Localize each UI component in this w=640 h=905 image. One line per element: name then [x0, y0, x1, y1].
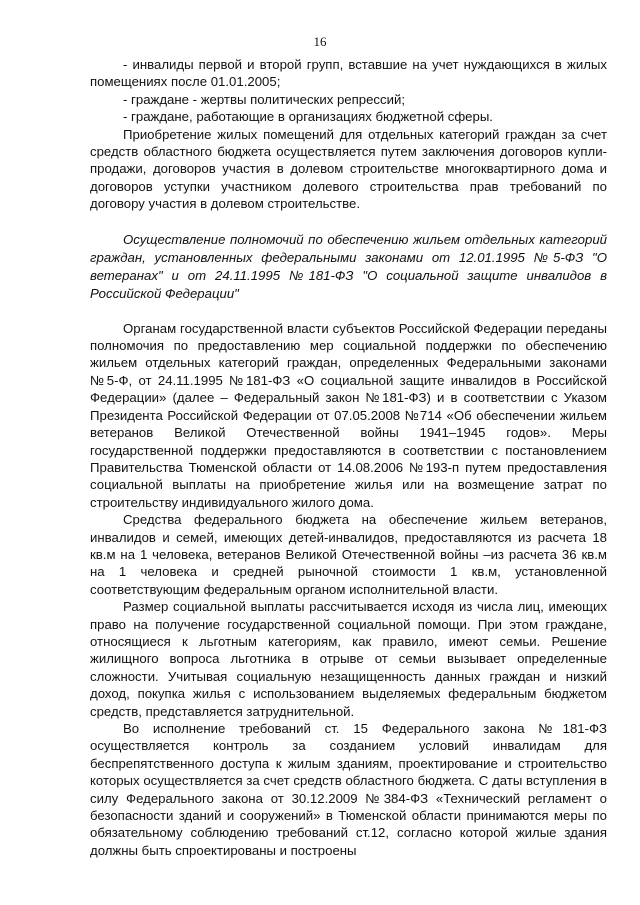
list-item: - граждане - жертвы политических репрессий;	[123, 91, 406, 107]
list-item: - инвалиды первой и второй групп, вставшие на учет нуждающихся в жилых помещениях после 01.01.2005;	[90, 57, 607, 90]
paragraph: Размер социальной выплаты рассчитывается исходя из числа лиц, имеющих право на получение государственной социальной помощи. При этом граждане, относящиеся к льготным категориям, как правило, имеют семьи. Решение жилищного вопроса льготника в отрыве от семьи вызывает определенные сложности. Учитывая социальную незащищенность данных граждан и низкий доход, покупка жилья с использованием выделяемых федеральным бюджетом средств, представляется затруднительной.	[90, 599, 607, 719]
page-number: 16	[313, 34, 327, 49]
paragraph: Во исполнение требований ст. 15 Федерального закона №181-ФЗ осуществляется контроль за созданием условий инвалидам для беспрепятственного доступа к жилым зданиям, проектирование и строительство которых осуществляется за счет средств областного бюджета. С даты вступления в силу Федерального закона от 30.12.2009 №384-ФЗ «Технический регламент о безопасности зданий и сооружений» в Тюменской области принимаются меры по обязательному соблюдению требований ст.12, согласно которой жилые здания должны быть спроектированы и построены	[90, 721, 607, 858]
section-heading: Осуществление полномочий по обеспечению жильем отдельных категорий граждан, установленных федеральными законами от 12.01.1995 №5-ФЗ "О ветеранах" и от 24.11.1995 №181-ФЗ "О социальной защите инвалидов в Российской Федерации"	[90, 231, 607, 301]
paragraph: Средства федерального бюджета на обеспечение жильем ветеранов, инвалидов и семей, имеющих детей-инвалидов, предоставляются из расчета 18 кв.м на 1 человека, ветеранов Великой Отечественной войны –из расчета 36 кв.м на 1 человека и средней рыночной стоимости 1 кв.м, установленной соответствующим федеральным органом исполнительной власти.	[90, 512, 607, 597]
document-body	[90, 56, 607, 859]
paragraph: Органам государственной власти субъектов Российской Федерации переданы полномочия по предоставлению мер социальной поддержки по обеспечению жильем отдельных категорий граждан, определенных Федеральными законами №5-Ф, от 24.11.1995 №181-ФЗ «О социальной защите инвалидов в Российской Федерации» (далее – Федеральный закон №181-ФЗ) и в соответствии с Указом Президента Российской Федерации от 07.05.2008 №714 «Об обеспечении жильем ветеранов Великой Отечественной войны 1941–1945 годов». Меры государственной поддержки предоставляются в соответствии с постановлением Правительства Тюменской области от 14.08.2006 №193-п путем предоставления социальной выплаты на приобретение жилья или на возмещение затрат по строительству индивидуального жилого дома.	[90, 320, 607, 510]
list-item: - граждане, работающие в организациях бюджетной сферы.	[123, 109, 493, 125]
paragraph-acquisition: Приобретение жилых помещений для отдельных категорий граждан за счет средств областного бюджета осуществляется путем заключения договоров купли-продажи, договоров участия в долевом строительстве многоквартирного дома и договоров уступки участником долевого строительства прав требований по договору участия в долевом строительстве.	[90, 126, 607, 212]
